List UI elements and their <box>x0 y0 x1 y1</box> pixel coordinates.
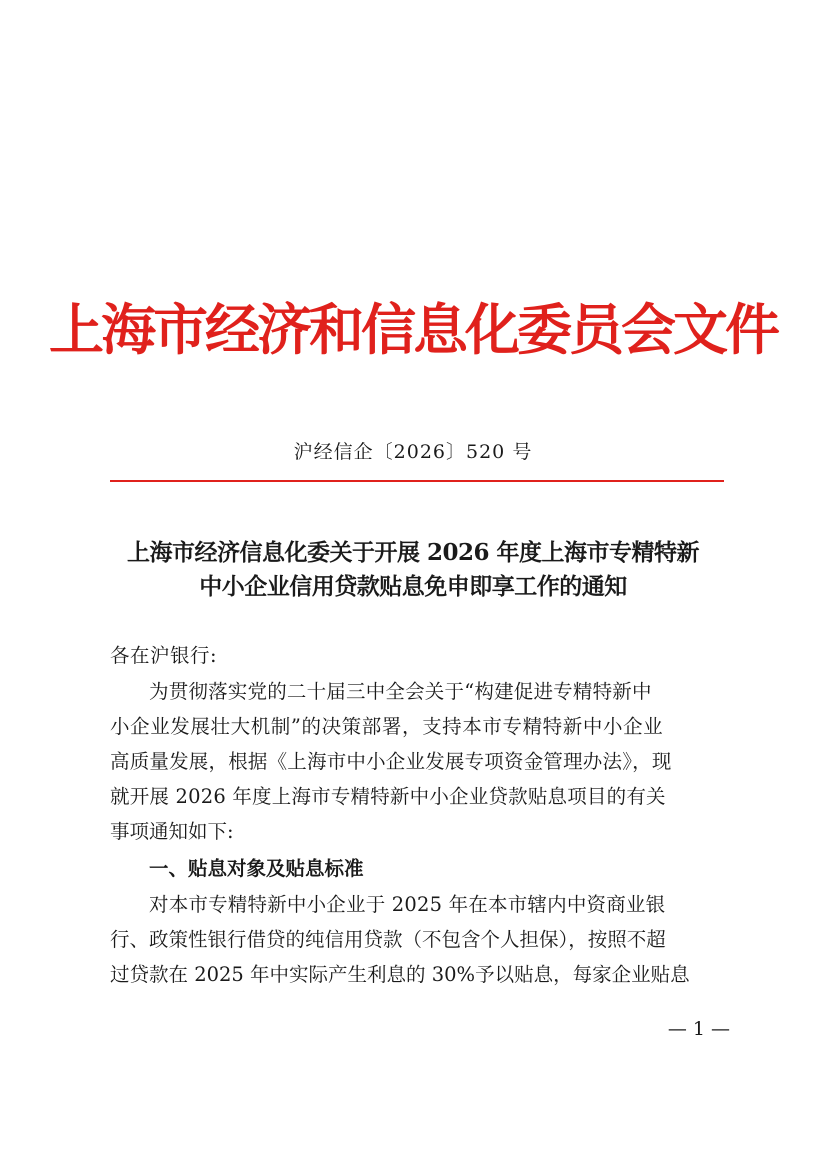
notice-title-line-1: 上海市经济信息化委关于开展 2026 年度上海市专精特新 <box>126 539 700 566</box>
notice-title-line-2: 中小企业信用贷款贴息免申即享工作的通知 <box>199 573 627 600</box>
section-heading-1: 一、贴息对象及贴息标准 <box>149 857 364 880</box>
notice-title <box>100 536 726 604</box>
paragraph-line: 小企业发展壮大机制”的决策部署，支持本市专精特新中小企业 <box>110 715 664 738</box>
red-divider-line <box>110 480 724 482</box>
paragraph-line: 事项通知如下: <box>110 820 234 843</box>
document-number: 沪经信企〔2026〕520 号 <box>293 441 533 463</box>
paragraph-subsidy-standard <box>110 887 724 992</box>
paragraph-line: 就开展 2026 年度上海市专精特新中小企业贷款贴息项目的有关 <box>110 785 666 808</box>
salutation: 各在沪银行: <box>110 644 218 667</box>
paragraph-line: 过贷款在 2025 年中实际产生利息的 30%予以贴息，每家企业贴息 <box>110 963 690 986</box>
paragraph-line: 高质量发展，根据《上海市中小企业发展专项资金管理办法》，现 <box>110 750 672 773</box>
paragraph-line: 为贯彻落实党的二十届三中全会关于“构建促进专精特新中 <box>149 680 652 703</box>
page-number: — 1 — <box>667 1018 730 1040</box>
masthead-title: 上海市经济和信息化委员会文件 <box>48 297 777 362</box>
paragraph-line: 对本市专精特新中小企业于 2025 年在本市辖内中资商业银 <box>149 893 666 916</box>
paragraph-line: 行、政策性银行借贷的纯信用贷款（不包含个人担保），按照不超 <box>110 928 666 951</box>
paragraph-intro <box>110 674 724 849</box>
